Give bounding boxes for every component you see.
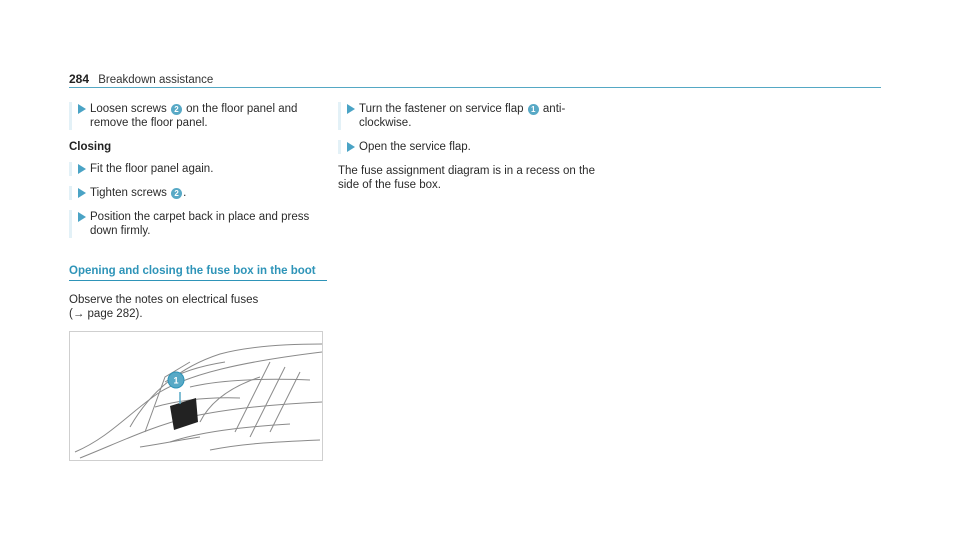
step-text: on the floor panel and remove the floor panel. bbox=[90, 103, 298, 129]
step-text: Open the service flap. bbox=[359, 141, 471, 153]
section-title: Opening and closing the fuse box in the boot bbox=[69, 264, 327, 281]
triangle-right-icon bbox=[78, 188, 86, 198]
step-tighten-screws bbox=[69, 186, 327, 200]
triangle-right-icon bbox=[78, 212, 86, 222]
boot-line-drawing bbox=[70, 332, 322, 460]
step-text: anti-clockwise. bbox=[359, 103, 566, 129]
header-title: Breakdown assistance bbox=[98, 74, 214, 86]
note-line: Observe the notes on electrical fuses bbox=[69, 294, 259, 306]
step-position-carpet bbox=[69, 210, 327, 238]
right-column bbox=[338, 102, 596, 202]
step-text: Fit the floor panel again. bbox=[90, 163, 214, 175]
page-reference-link[interactable]: (→ page 282). bbox=[69, 308, 143, 320]
step-text: Loosen screws bbox=[90, 103, 167, 115]
callout-badge: 2 bbox=[171, 104, 182, 115]
callout-badge: 2 bbox=[171, 188, 182, 199]
fuse-assignment-note: The fuse assignment diagram is in a recess on the side of the fuse box. bbox=[338, 165, 595, 191]
page-header bbox=[69, 72, 881, 88]
triangle-right-icon bbox=[78, 164, 86, 174]
triangle-right-icon bbox=[78, 104, 86, 114]
step-text: Turn the fastener on service flap bbox=[359, 103, 524, 115]
step-turn-fastener bbox=[338, 102, 596, 130]
closing-heading: Closing bbox=[69, 141, 112, 153]
step-loosen-screws bbox=[69, 102, 327, 130]
fuse-box-illustration bbox=[69, 331, 323, 461]
step-text: Tighten screws bbox=[90, 187, 167, 199]
figure-callout: 1 bbox=[173, 375, 179, 386]
step-text: Position the carpet back in place and press down firmly. bbox=[90, 211, 310, 237]
callout-badge: 1 bbox=[528, 104, 539, 115]
triangle-right-icon bbox=[347, 104, 355, 114]
left-column bbox=[69, 102, 327, 461]
step-open-service-flap bbox=[338, 140, 596, 154]
triangle-right-icon bbox=[347, 142, 355, 152]
step-text: . bbox=[183, 187, 187, 199]
note-electrical-fuses bbox=[69, 293, 327, 321]
page-number: 284 bbox=[69, 72, 90, 86]
step-fit-floor-panel bbox=[69, 162, 327, 176]
